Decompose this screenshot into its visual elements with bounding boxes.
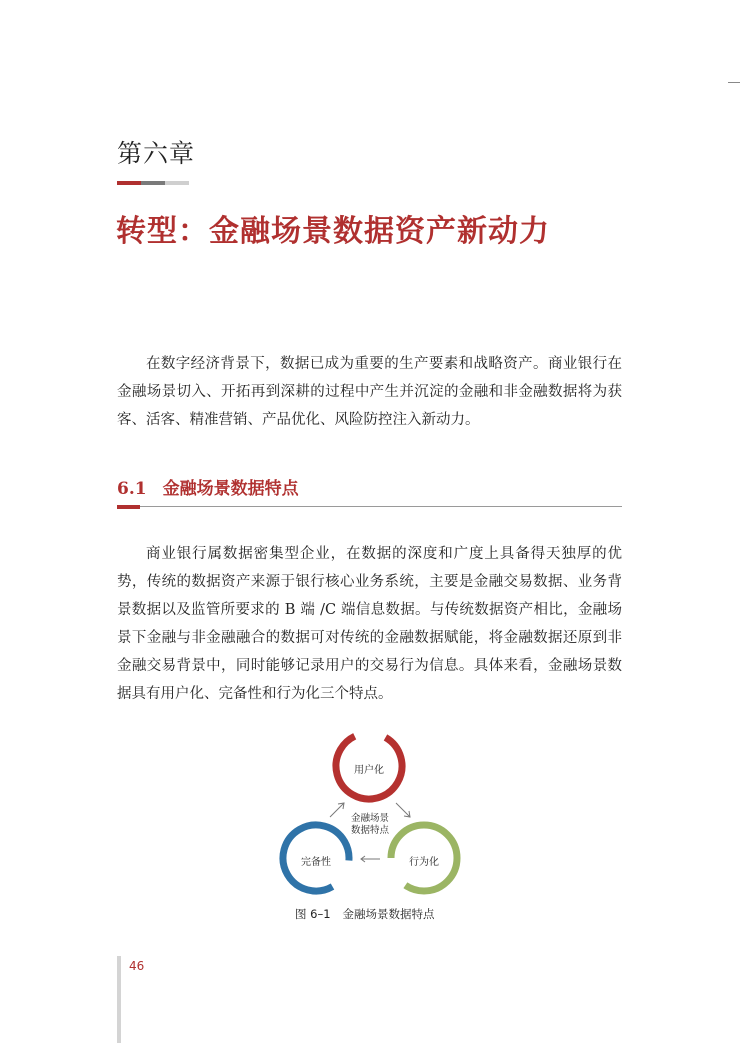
chapter-rule-red-segment bbox=[117, 181, 141, 185]
section-rule-accent bbox=[117, 505, 140, 509]
node-label-complete: 完备性 bbox=[301, 857, 331, 868]
node-label-user: 用户化 bbox=[354, 765, 384, 776]
chapter-rule bbox=[117, 181, 189, 185]
node-label-behavior: 行为化 bbox=[409, 857, 439, 868]
figure-caption bbox=[295, 906, 435, 922]
figure-caption-text: 金融场景数据特点 bbox=[342, 907, 435, 921]
figure-number: 图 6–1 bbox=[295, 907, 331, 921]
page-margin-bar bbox=[117, 956, 121, 1043]
feature-diagram bbox=[270, 725, 470, 905]
chapter-rule-light-segment bbox=[165, 181, 189, 185]
chapter-title: 转型：金融场景数据资产新动力 bbox=[116, 214, 550, 249]
diagram-center-line2: 数据特点 bbox=[350, 825, 389, 836]
chapter-rule-gray-segment bbox=[141, 181, 165, 185]
section-title: 金融场景数据特点 bbox=[162, 479, 299, 499]
chapter-label: 第六章 bbox=[117, 139, 196, 168]
corner-crop-mark bbox=[728, 82, 740, 83]
intro-paragraph: 在数字经济背景下，数据已成为重要的生产要素和战略资产。商业银行在金融场景切入、开拓再到深耕的过程中产生并沉淀的金融和非金融数据将为获客、活客、精准营销、产品优化、风险防控注入新动力。 bbox=[117, 356, 622, 428]
section-rule bbox=[117, 506, 622, 507]
diagram-center-line1: 金融场景 bbox=[350, 813, 389, 824]
page-number: 46 bbox=[129, 959, 145, 973]
diagram-center-label bbox=[340, 813, 400, 837]
section-body-paragraph: 商业银行属数据密集型企业，在数据的深度和广度上具备得天独厚的优势，传统的数据资产来源于银行核心业务系统，主要是金融交易数据、业务背景数据以及监管所要求的 B 端 /C 端信息数据。与传统数据资产相比，金融场景下金融与非金融融合的数据可对传统的金融数据赋能，将金融数据还原到非金融交易背景中，同时能够记录用户的交易行为信息。具体来看，金融场景数据具有用户化、完备性和行为化三个特点。 bbox=[117, 546, 622, 702]
section-heading bbox=[117, 474, 299, 499]
section-number: 6.1 bbox=[117, 479, 147, 499]
